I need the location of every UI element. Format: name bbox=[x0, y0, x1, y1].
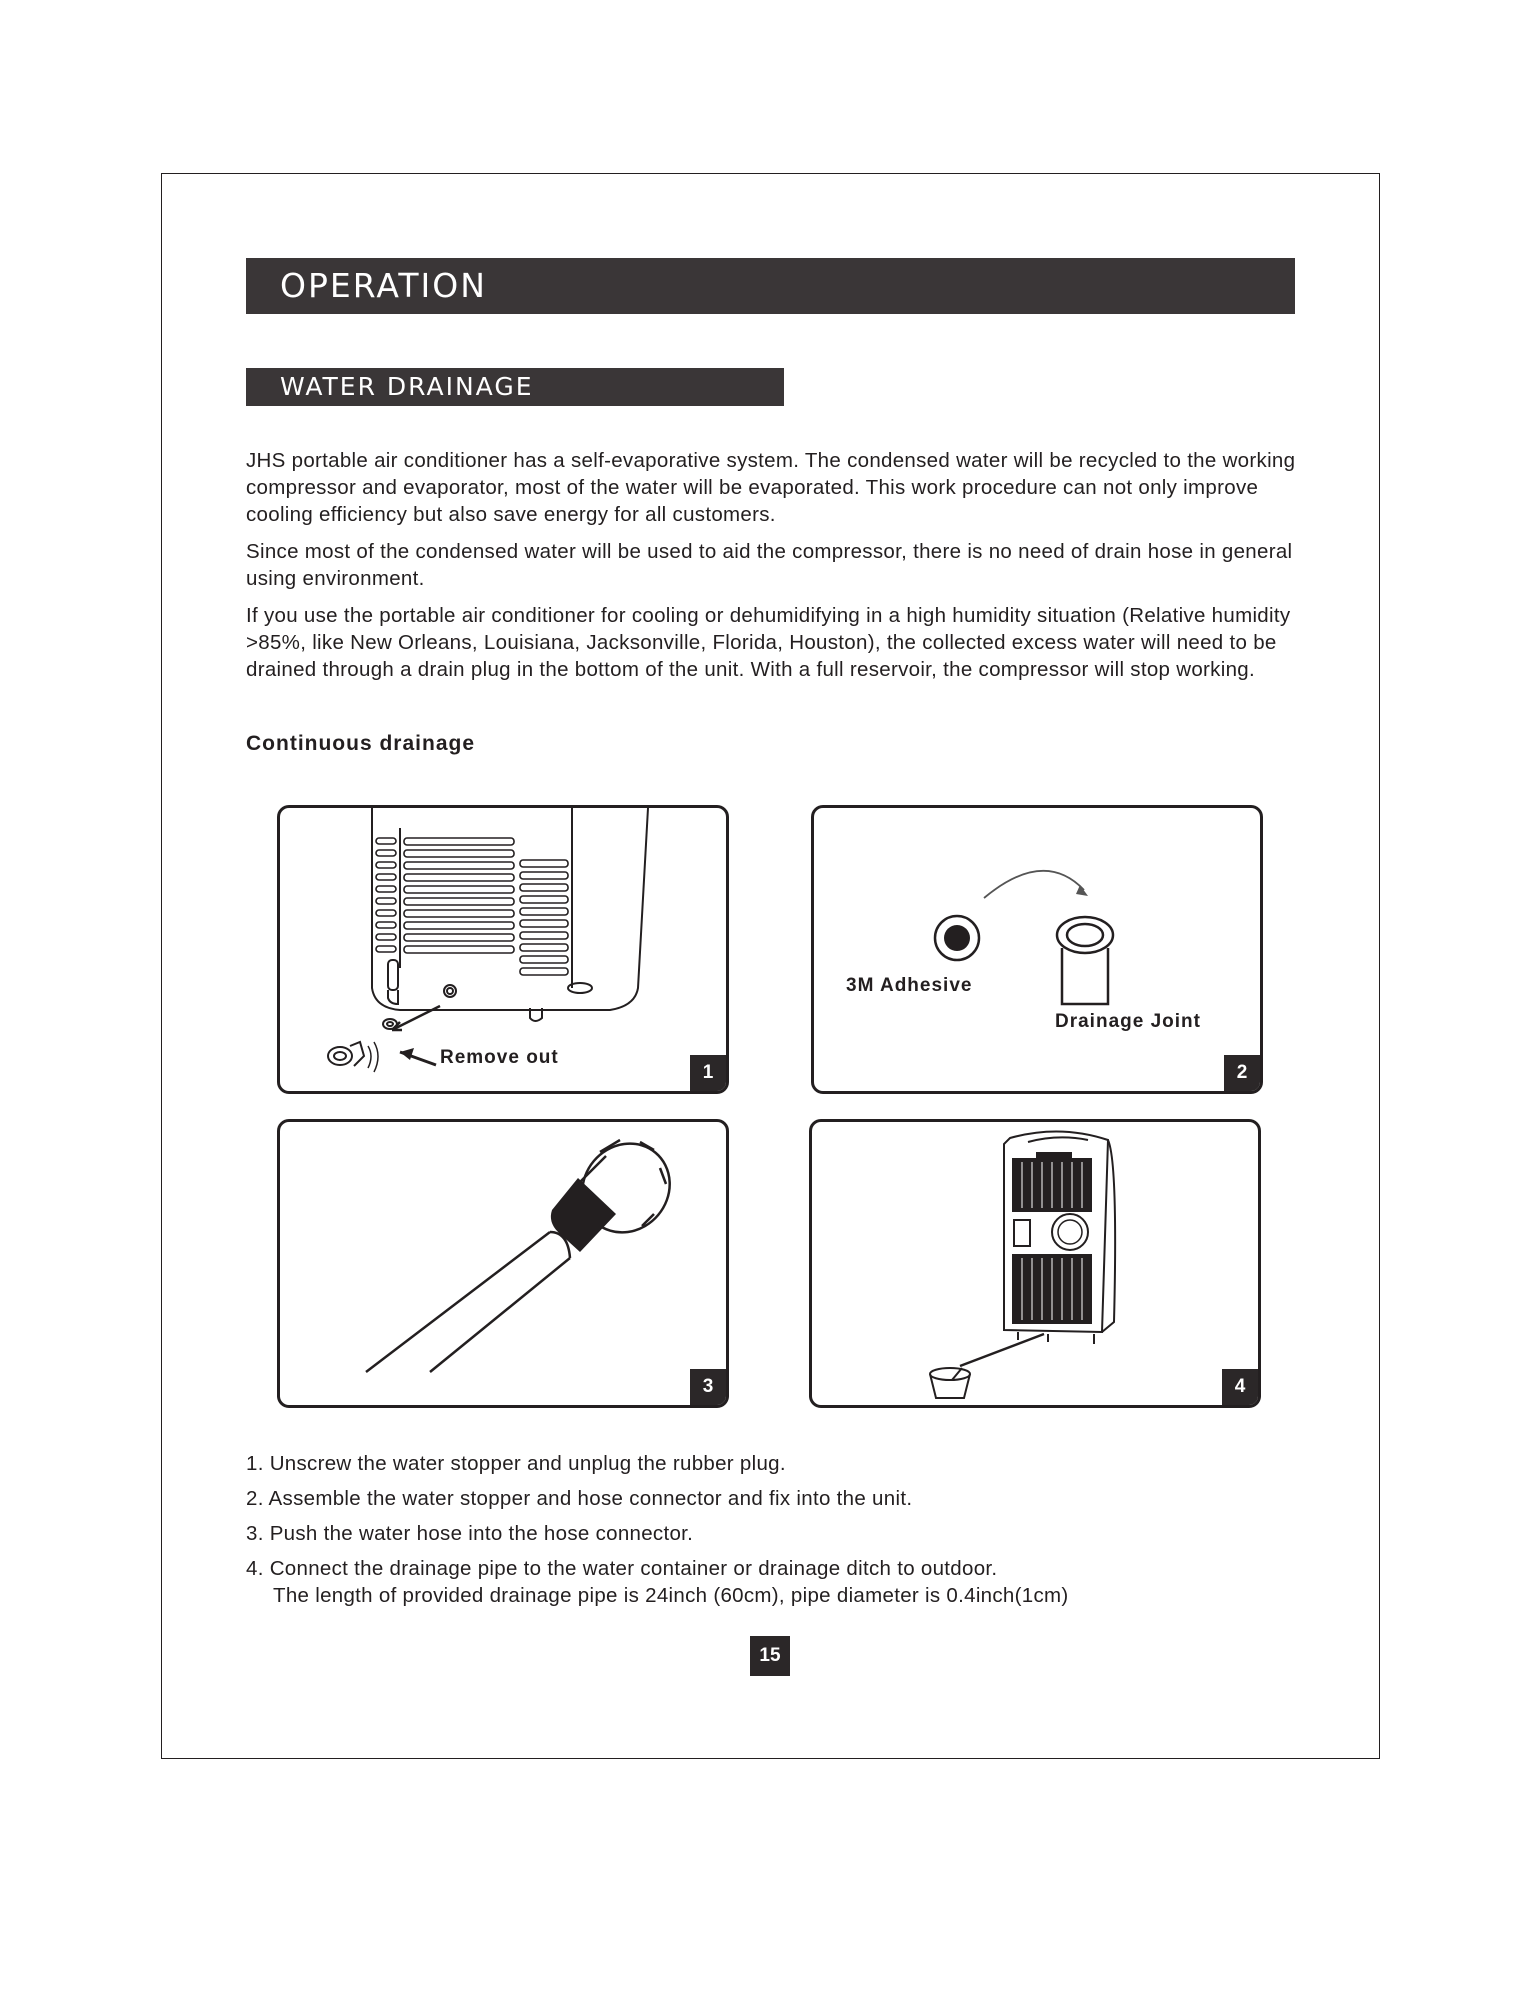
step-1: 1. Unscrew the water stopper and unplug the rubber plug. bbox=[246, 1452, 786, 1475]
figure-3-panel bbox=[277, 1119, 729, 1408]
step-2: 2. Assemble the water stopper and hose connector and fix into the unit. bbox=[246, 1487, 913, 1510]
figure-1-number: 1 bbox=[690, 1055, 726, 1091]
step-4-text: 4. Connect the drainage pipe to the water container or drainage ditch to outdoor. bbox=[246, 1557, 998, 1580]
page-title: OPERATION bbox=[246, 258, 1295, 314]
3m-adhesive-label: 3M Adhesive bbox=[846, 975, 973, 996]
adhesive-joint-illustration bbox=[814, 808, 1263, 1094]
drainage-joint-label: Drainage Joint bbox=[1055, 1011, 1201, 1032]
section-title: WATER DRAINAGE bbox=[246, 368, 784, 406]
page-number: 15 bbox=[750, 1636, 790, 1676]
figure-2-panel bbox=[811, 805, 1263, 1094]
high-humidity-paragraph: If you use the portable air conditioner for cooling or dehumidifying in a high humidity situation (Relative humidity >85%, like New Orleans, Louisiana, Jacksonville, Florida, Houston), the collected excess water will need to be drained through a drain plug in the bottom of the unit. With a full reservoir, the compressor will stop working. bbox=[246, 604, 1291, 681]
figure-2-number: 2 bbox=[1224, 1055, 1260, 1091]
unit-drain-container-illustration bbox=[812, 1122, 1261, 1408]
step-3: 3. Push the water hose into the hose connector. bbox=[246, 1522, 694, 1545]
drain-hose-paragraph: Since most of the condensed water will be used to aid the compressor, there is no need of drain hose in general using environment. bbox=[246, 540, 1293, 590]
step-4-note: The length of provided drainage pipe is 24inch (60cm), pipe diameter is 0.4inch(1cm) bbox=[273, 1584, 1069, 1607]
continuous-drainage-heading: Continuous drainage bbox=[246, 732, 475, 755]
figure-1-panel bbox=[277, 805, 729, 1094]
hose-connector-illustration bbox=[280, 1122, 729, 1408]
steps-list bbox=[246, 1450, 1069, 1609]
figure-3-number: 3 bbox=[690, 1369, 726, 1405]
step-4 bbox=[246, 1555, 1069, 1609]
figure-4-panel bbox=[809, 1119, 1261, 1408]
intro-paragraph: JHS portable air conditioner has a self-evaporative system. The condensed water will be recycled to the working compressor and evaporator, most of the water will be evaporated. This work procedure can not only improve cooling efficiency but also save energy for all customers. bbox=[246, 449, 1296, 526]
figure-4-number: 4 bbox=[1222, 1369, 1258, 1405]
remove-out-label: Remove out bbox=[440, 1047, 559, 1068]
